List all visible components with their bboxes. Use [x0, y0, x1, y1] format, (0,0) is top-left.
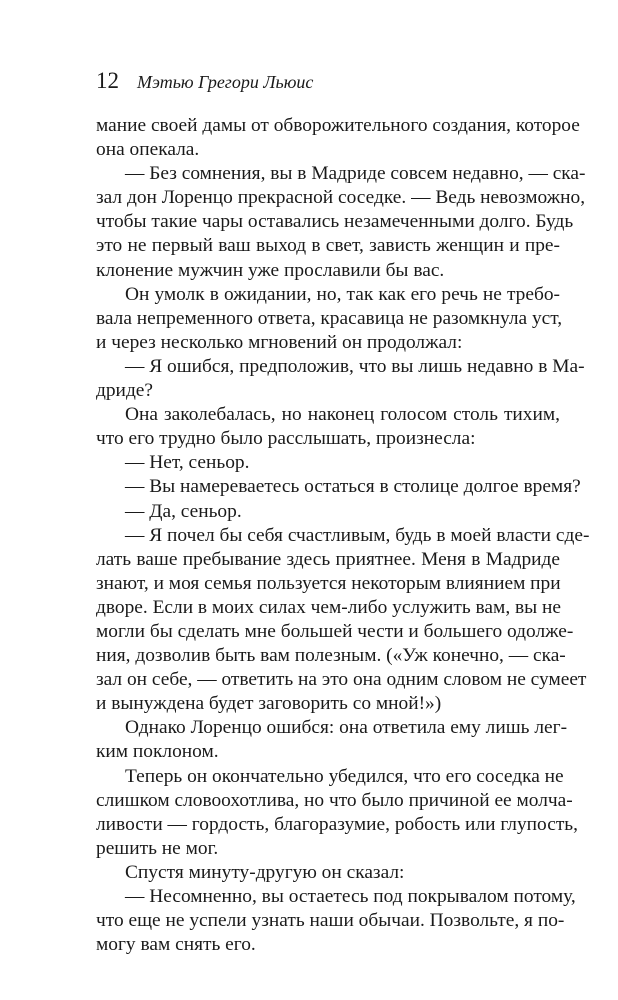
text-line: дриде?: [96, 380, 154, 402]
text-line: и через несколько мгновений он продолжал:: [96, 331, 463, 353]
text-line: могли бы сделать мне большей чести и большего одолже-: [96, 620, 574, 642]
text-line: мание своей дамы от обворожительного создания, которое: [96, 115, 580, 136]
text-line: это не первый ваш выход в свет, зависть женщин и пре-: [96, 235, 560, 257]
text-line: дворе. Если в моих силах чем-либо услужить вам, вы не: [96, 596, 562, 618]
text-line: — Вы намереваетесь остаться в столице долгое время?: [125, 476, 581, 498]
text-line: она опекала.: [96, 139, 200, 161]
text-line: чтобы такие чары оставались незамеченными долго. Будь: [96, 211, 574, 233]
text-line: — Я почел бы себя счастливым, будь в моей власти сде-: [125, 524, 590, 546]
body-text: [96, 114, 590, 957]
text-line: Он умолк в ожидании, но, так как его речь не требо-: [125, 283, 560, 305]
text-line: — Нет, сеньор.: [125, 452, 250, 474]
text-line: могу вам снять его.: [96, 934, 256, 956]
text-line: Она заколебалась, но наконец голосом столь тихим,: [125, 404, 560, 426]
text-line: — Я ошибся, предположив, что вы лишь недавно в Ма-: [125, 355, 585, 377]
text-line: и вынуждена будет заговорить со мной!»): [96, 693, 442, 715]
running-head-author: Мэтью Грегори Льюис: [137, 72, 314, 92]
text-line: ким поклоном.: [96, 741, 219, 763]
text-line: — Да, сеньор.: [125, 500, 242, 522]
text-line: Однако Лоренцо ошибся: она ответила ему лишь лег-: [125, 717, 568, 739]
text-line: ливости — гордость, благоразумие, робость или глупость,: [96, 813, 578, 835]
text-line: — Несомненно, вы остаетесь под покрывалом потому,: [125, 886, 576, 907]
text-line: Спустя минуту-другую он сказал:: [125, 861, 405, 883]
text-line: Теперь он окончательно убедился, что его соседка не: [125, 765, 564, 787]
text-line: слишком словоохотлива, но что было причиной ее молча-: [96, 789, 573, 811]
text-line: решить не мог.: [96, 837, 219, 859]
text-line: что еще не успели узнать наши обычаи. Позвольте, я по-: [96, 910, 565, 932]
text-line: ния, дозволив быть вам полезным. («Уж конечно, — ска-: [96, 645, 566, 667]
text-line: — Без сомнения, вы в Мадриде совсем недавно, — ска-: [125, 163, 586, 185]
text-line: лать ваше пребывание здесь приятнее. Меня в Мадриде: [96, 548, 560, 570]
text-line: зал он себе, — ответить на это она одним словом не сумеет: [96, 669, 587, 691]
page-number: 12: [96, 68, 119, 93]
text-line: знают, и моя семья пользуется некоторым влиянием при: [96, 572, 561, 594]
text-line: клонение мужчин уже прославили бы вас.: [96, 259, 445, 281]
text-line: что его трудно было расслышать, произнесла:: [96, 428, 476, 450]
running-head: [96, 68, 313, 94]
text-line: зал дон Лоренцо прекрасной соседке. — Ведь невозможно,: [96, 187, 586, 209]
text-line: вала непременного ответа, красавица не разомкнула уст,: [96, 307, 563, 329]
